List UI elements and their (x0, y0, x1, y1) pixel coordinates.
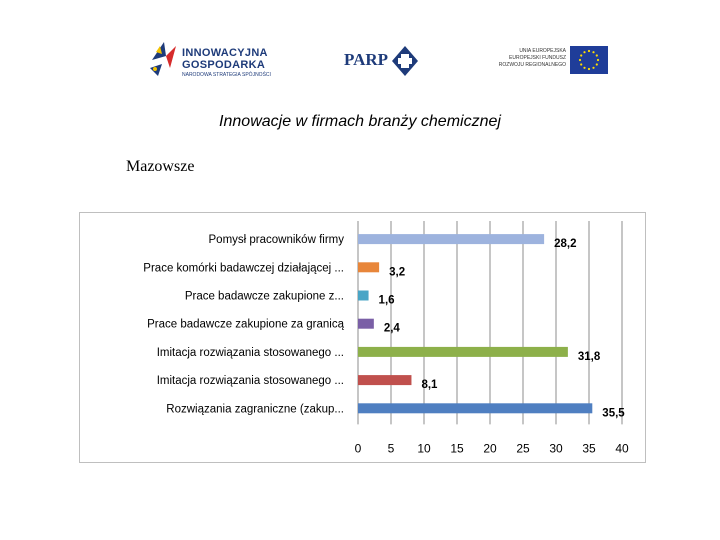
category-label: Rozwiązania zagraniczne (zakup... (166, 403, 344, 416)
x-tick-label: 30 (549, 441, 563, 456)
eu-logo (496, 44, 612, 78)
x-tick-label: 5 (387, 441, 395, 456)
category-label: Prace badawcze zakupione z... (184, 290, 344, 303)
data-label: 1,6 (378, 294, 395, 307)
ig-logo-line3: NARODOWA STRATEGIA SPÓJNOŚCI (182, 72, 271, 78)
category-label: Prace komórki badawczej działającej ... (143, 262, 344, 275)
region-label: Mazowsze (126, 158, 195, 175)
eu-line1: UNIA EUROPEJSKA (519, 48, 566, 54)
innowacyjna-gospodarka-logo (148, 38, 283, 82)
bar (358, 375, 411, 385)
x-tick-label: 35 (582, 441, 596, 456)
eu-star-icon (588, 68, 590, 70)
x-tick-label: 40 (615, 441, 629, 456)
eu-star-icon (596, 54, 598, 56)
ig-logo-icon (148, 38, 178, 78)
eu-star-icon (588, 50, 590, 52)
eu-line3: ROZWOJU REGIONALNEGO (498, 62, 566, 68)
data-label: 2,4 (383, 322, 400, 335)
chart-container (79, 212, 646, 463)
parp-logo (340, 44, 420, 80)
eu-star-icon (580, 63, 582, 65)
ig-logo-line2: GOSPODARKA (182, 59, 266, 71)
eu-star-icon (592, 51, 594, 53)
category-label: Pomysł pracowników firmy (208, 234, 344, 247)
bar (358, 403, 592, 413)
eu-line2: EUROPEJSKI FUNDUSZ (509, 55, 566, 61)
eu-star-icon (583, 51, 585, 53)
logo-bar (0, 34, 720, 84)
eu-star-icon (583, 67, 585, 69)
x-tick-label: 15 (450, 441, 464, 456)
data-label: 8,1 (421, 379, 438, 392)
bar (358, 319, 374, 329)
eu-star-icon (592, 67, 594, 69)
eu-star-icon (579, 59, 581, 61)
data-label: 31,8 (577, 350, 601, 363)
page-title: Innowacje w firmach branży chemicznej (219, 113, 501, 130)
data-label: 3,2 (389, 266, 406, 279)
bar (358, 347, 568, 357)
category-label: Imitacja rozwiązania stosowanego ... (156, 375, 344, 388)
bar (358, 234, 544, 244)
parp-diamond-icon (390, 44, 420, 78)
bar (358, 262, 379, 272)
x-tick-label: 20 (483, 441, 497, 456)
data-label: 28,2 (554, 238, 577, 251)
category-label: Prace badawcze zakupione za granicą (147, 318, 344, 331)
data-label: 35,5 (602, 407, 625, 420)
ig-logo-line1: INNOWACYJNA (182, 47, 268, 59)
eu-star-icon (596, 63, 598, 65)
x-tick-label: 25 (516, 441, 530, 456)
eu-star-icon (580, 54, 582, 56)
eu-star-icon (597, 59, 599, 61)
bar (358, 291, 369, 301)
parp-logo-text: PARP (344, 50, 389, 69)
bar-chart (80, 213, 645, 462)
x-tick-label: 10 (417, 441, 431, 456)
eu-flag-icon (570, 46, 608, 74)
x-tick-label: 0 (354, 441, 362, 456)
category-label: Imitacja rozwiązania stosowanego ... (156, 346, 344, 359)
